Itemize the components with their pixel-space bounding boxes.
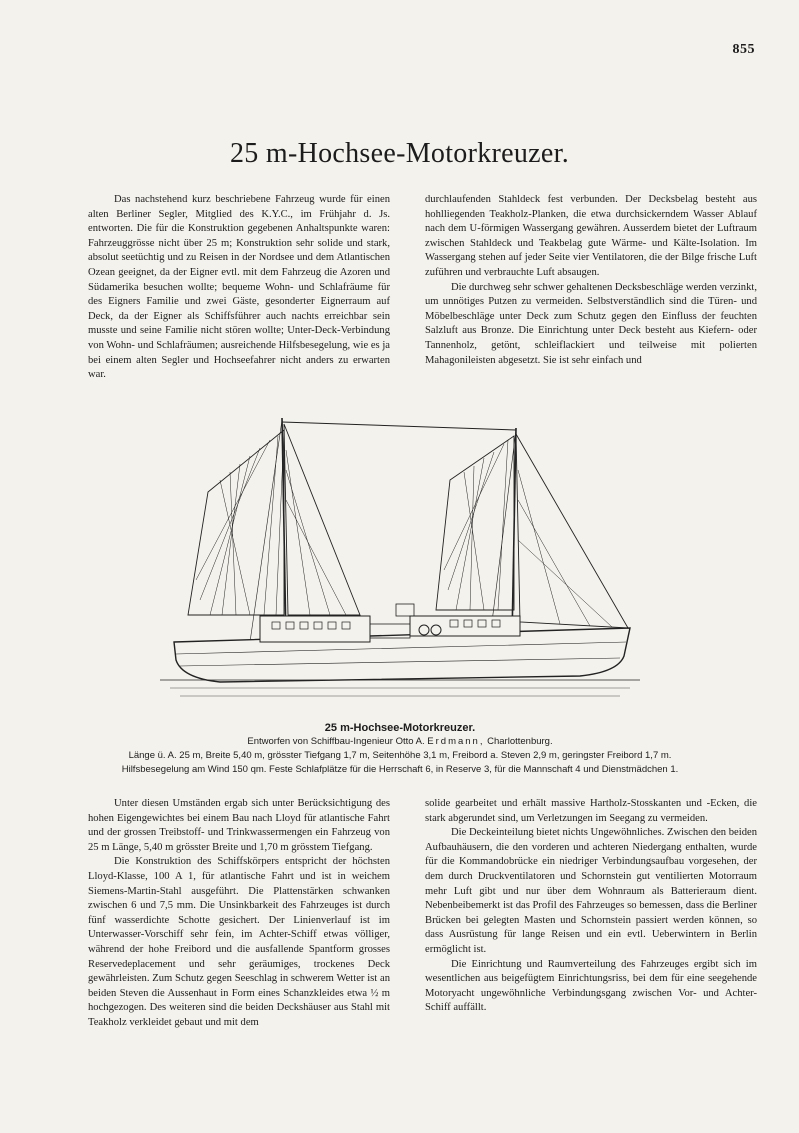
fore-sail: [436, 436, 514, 610]
main-sail: [188, 430, 284, 615]
page-number: 855: [732, 42, 755, 57]
caption-title: 25 m-Hochsee-Motorkreuzer.: [324, 722, 476, 734]
caption-author: [60, 735, 740, 749]
paragraph: Die Einrichtung und Raumverteilung des Fahrzeuges ergibt sich im wesentlichen aus beigefügtem Einrichtungsriss, bei dem für eine seegehende Motoryacht ungewöhnliche Verbindungsgang zwischen Vor- und Achter-Schiff auffällt.: [425, 958, 757, 1014]
caption-sails: Hilfsbesegelung am Wind 150 qm. Feste Schlafplätze für die Herrschaft 6, in Reserve 3, für die Mannschaft 4 und Dienstmädchen 1.: [121, 764, 679, 775]
column-top-right: [425, 193, 757, 368]
caption-author-suffix: Charlottenburg.: [487, 736, 553, 747]
main-staysail: [284, 424, 360, 615]
paragraph: Die Deckeinteilung bietet nichts Ungewöhnliches. Zwischen den beiden Aufbauhäusern, die den vorderen und achteren Niedergang enthalten, wurde für die Kommandobrücke ein niedriger Verbindungsaufbau vorgesehen, der dem durch Druckventilatoren und Schornstein gut ventilierten Motorraum mehr Luft gibt und nur über dem Wohnraum als Batterieraum dient. Nebenbeibemerkt ist das Profil des Fahrzeuges so bemessen, dass die Berliner Brücken bei gelegten Masten und Schornstein passiert werden können, so dass Ausrüstung für lange Reisen und ein evtl. Ueberwintern in Berlin ermöglicht ist.: [425, 827, 757, 955]
column-bottom-right: [425, 797, 757, 1016]
funnel: [396, 604, 414, 616]
column-top-left: [88, 193, 390, 383]
column-bottom-left: [88, 797, 390, 1031]
article-title: 25 m-Hochsee-Motorkreuzer.: [229, 138, 569, 169]
paragraph: Die durchweg sehr schwer gehaltenen Decksbeschläge werden verzinkt, um unnötiges Putzen zu vermeiden. Selbstverständlich sind die Türen- und Möbelbeschläge unter Deck zum Schutz gegen den Einfluss der feuchten Salzluft aus Bronze. Die Einrichtung unter Deck besteht aus Kiefern- oder Tannenholz, getönt, schleiflackiert und teilweise mit polierten Mahagonileisten abgesetzt. Sie ist sehr einfach und: [425, 281, 757, 366]
caption-author-name: Erdmann,: [427, 736, 485, 747]
ship-hull: [174, 628, 630, 682]
paragraph: Die Konstruktion des Schiffskörpers entspricht der höchsten Lloyd-Klasse, 100 A 1, für atlantische Fahrt und ist in weichem Siemens-Martin-Stahl ausgeführt. Die Plattenstärken schwanken zwischen 6 und 7,5 mm. Die Unsinkbarkeit des Fahrzeuges ist durch fünf wasserdichte Schotte gesichert. Der Linienverlauf ist im Unterwasser-Vorschiff sehr fein, im Achter-Schiff etwas völliger, während der hohe Freibord und die ausfallende Spantform grosses Reservedeplacement und sehr geräumiges, trockenes Deck gewährleisten. Zum Schutz gegen Seeschlag in schwerem Wetter ist an beiden Steven die Aussenhaut in Form eines Schanzkleides etwa ½ m hochgezogen. Des weiteren sind die beiden Deckshäuser aus Stahl mit Teakholz verkleidet gebaut und mit dem: [88, 856, 390, 1028]
ship-illustration: [160, 410, 640, 710]
figure-caption: [60, 721, 740, 777]
jib-sail: [516, 434, 628, 628]
paragraph: solide gearbeitet und erhält massive Hartholz-Stosskanten und -Ecken, die stark abgerundet sind, um Verletzungen im Seegang zu vermeiden.: [425, 798, 757, 824]
caption-author-prefix: Entworfen von Schiffbau-Ingenieur Otto A.: [247, 736, 425, 747]
paragraph: Das nachstehend kurz beschriebene Fahrzeug wurde für einen alten Berliner Segler, Mitglied des K.Y.C., im Frühjahr d. Js. entworten. Die für die Konstruktion gegebenen Anhaltspunkte waren: Fahrzeuggrösse nicht über 25 m; Konstruktion sehr solide und stark, absolut seetüchtig und zu Reisen in der Nordsee und dem Atlantischen Ozean geeignet, da der Eigner evtl. mit dem Fahrzeug die Azoren und Südamerika besuchen wollte; bequeme Wohn- und Schlafräume für des Eigners Familie und zwei Gäste, gesonderter Eignerraum auf Deck, da der Eigner als Schiffsführer auch nachts erreichbar sein musste und seine Familie nicht stören wollte; Unter-Deck-Verbindung von Wohn- und Schlafräumen; ausreichende Hilfsbesegelung, wie es ja bei einem alten Segler und Hochseefahrer nicht anders zu erwarten war.: [88, 194, 390, 381]
paragraph: durchlaufenden Stahldeck fest verbunden. Der Decksbelag besteht aus hohlliegenden Teakholz-Planken, die etwa durchsickerndem Wasser Ablauf nach dem U-förmigen Wassergang gewähren. Ausserdem bietet der Luftraum zwischen Stahldeck und Teakbelag gute Wärme- und Kälte-Isolation. Im Wassergang stehen auf jeder Seite vier Ventilatoren, die der Bilge frische Luft zuführen und verbrauchte Luft absaugen.: [425, 194, 757, 278]
caption-specs: Länge ü. A. 25 m, Breite 5,40 m, grösster Tiefgang 1,7 m, Seitenhöhe 3,1 m, Freibord a. Steven 2,9 m, geringster Freibord 1,7 m.: [128, 750, 672, 761]
paragraph: Unter diesen Umständen ergab sich unter Berücksichtigung des hohen Eigengewichtes bei einem Bau nach Lloyd für atlantische Fahrt und der grossen Treibstoff- und Trinkwassermengen ein Fahrzeug von 25 m Länge, 5,40 m grösster Breite und 1,70 m grösstem Tiefgang.: [88, 798, 390, 853]
